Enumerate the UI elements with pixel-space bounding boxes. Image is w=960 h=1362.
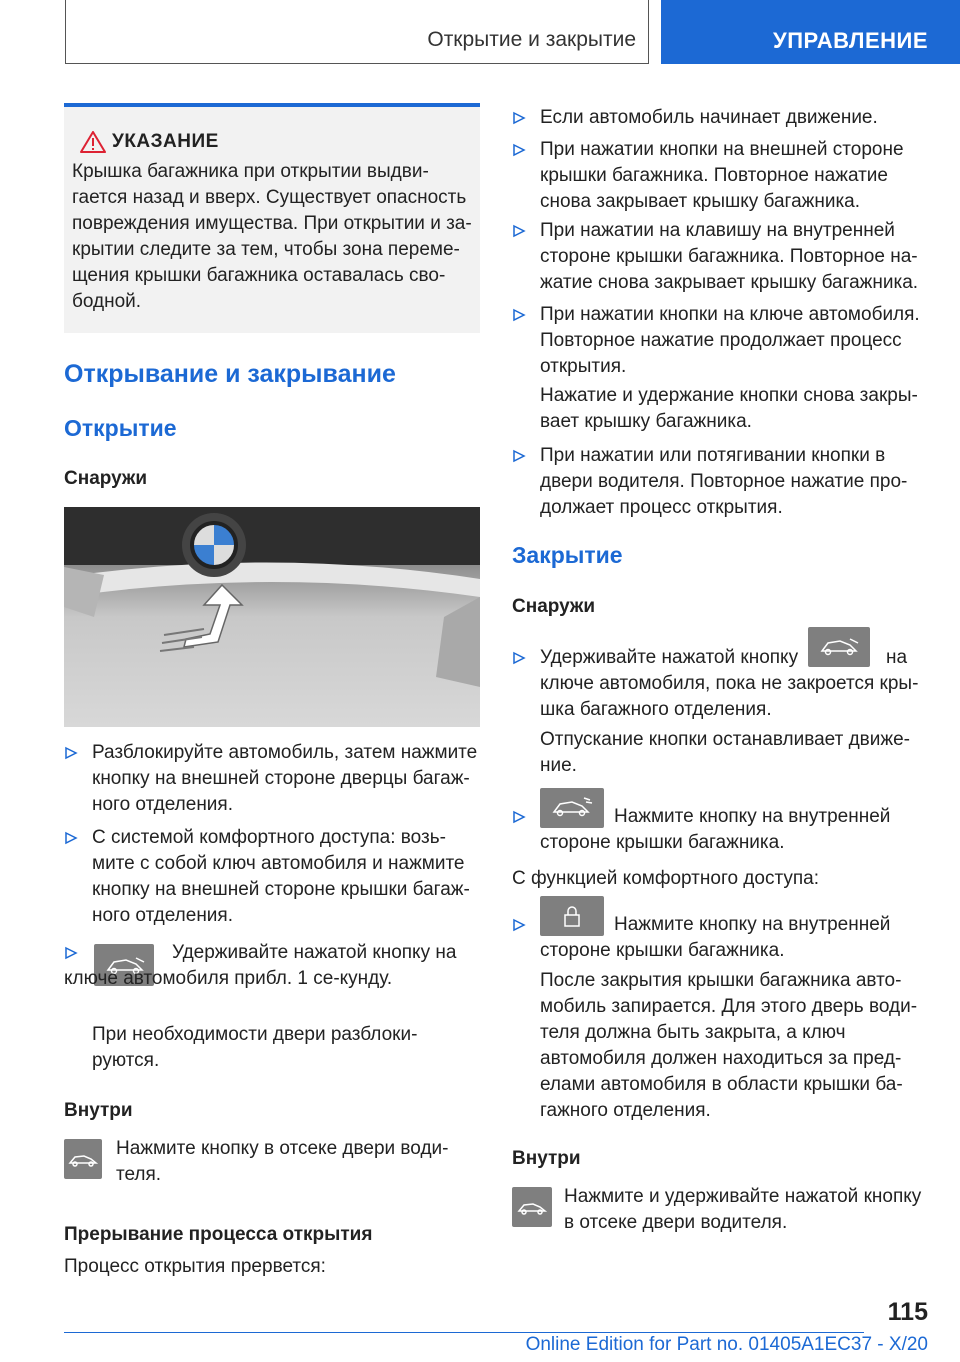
key-hold-note: Нажатие и удержание кнопки снова закры-вает крышку багажника. bbox=[540, 385, 918, 432]
triangle-bullet-icon bbox=[64, 825, 78, 851]
list-item-text: С системой комфортного доступа: возь-мите с собой ключ автомобиля и нажмите кнопку на внешней стороне крышки багаж-ного отделения. bbox=[92, 827, 470, 926]
list-item bbox=[64, 825, 480, 929]
trunk-button-photo bbox=[64, 507, 480, 727]
chapter-title: Открытие и закрытие bbox=[427, 28, 636, 51]
list-item bbox=[512, 137, 928, 215]
warning-box bbox=[64, 103, 480, 333]
section-title: УПРАВЛЕНИЕ bbox=[773, 28, 928, 53]
warning-text: Крышка багажника при открытии выдви-гается назад и вверх. Существует опасность повреждения имущества. При открытии и за-крытии следите за тем, чтобы зона переме-щения крышки багажника оставалась сво-бодной. bbox=[72, 161, 472, 312]
inside-close-text: Нажмите и удерживайте нажатой кнопку в отсеке двери водителя. bbox=[564, 1186, 922, 1233]
list-item bbox=[512, 302, 928, 380]
close-key-text-b: на ключе автомобиля, пока не закроется кры-шка багажного отделения. bbox=[540, 647, 919, 720]
triangle-bullet-icon bbox=[512, 804, 526, 830]
triangle-bullet-icon bbox=[512, 137, 526, 163]
list-item-text: При нажатии на клавишу на внутренней стороне крышки багажника. Повторное на-жатие снова закрывает крышку багажника. bbox=[540, 220, 919, 293]
release-note: Отпускание кнопки останавливает движе-ние. bbox=[540, 729, 910, 776]
hold-note: При необходимости двери разблоки-руются. bbox=[92, 1024, 418, 1071]
warning-heading: УКАЗАНИЕ bbox=[112, 131, 219, 152]
inside-text: Нажмите кнопку в отсеке двери води-теля. bbox=[116, 1138, 449, 1185]
list-item-text: Нажмите кнопку на внутренней стороне крышки багажника. bbox=[540, 806, 891, 853]
edition-text: Online Edition for Part no. 01405A1EC37 - X/20 bbox=[525, 1334, 928, 1355]
header-section-box bbox=[661, 0, 960, 64]
list-item-text: При нажатии кнопки на внешней стороне крышки багажника. Повторное нажатие снова закрывает крышку багажника. bbox=[540, 139, 904, 212]
warning-triangle-icon bbox=[80, 131, 106, 153]
list-item-text: Удерживайте нажатой кнопку на ключе автомобиля прибл. 1 се-кунду. bbox=[64, 942, 457, 989]
lock-note: После закрытия крышки багажника авто-мобиль запирается. Для этого дверь води-теля должна быть закрыта, а ключ автомобиля должен находиться за пред-елами автомобиля в области крышки ба-гажного отделения. bbox=[540, 970, 918, 1121]
list-item bbox=[64, 740, 480, 818]
heading-interrupt: Прерывание процесса открытия bbox=[64, 1224, 373, 1245]
subsection-closing: Закрытие bbox=[512, 542, 623, 568]
list-item-text: Если автомобиль начинает движение. bbox=[540, 107, 878, 128]
car-trunk-icon bbox=[512, 1187, 552, 1227]
triangle-bullet-icon bbox=[512, 912, 526, 938]
driver-door-trunk-button bbox=[64, 1139, 102, 1179]
heading-inside-close: Внутри bbox=[512, 1148, 581, 1169]
list-item-text: При нажатии кнопки на ключе автомобиля. Повторное нажатие продолжает процесс открытия. bbox=[540, 304, 920, 377]
list-item-text: При нажатии или потягивании кнопки в двери водителя. Повторное нажатие про-должает процесс открытия. bbox=[540, 445, 908, 518]
footer-divider bbox=[64, 1332, 864, 1333]
interrupt-text: Процесс открытия прервется: bbox=[64, 1256, 326, 1277]
triangle-bullet-icon bbox=[64, 740, 78, 766]
section-title-open-close: Открывание и закрывание bbox=[64, 360, 396, 388]
list-item bbox=[512, 218, 928, 296]
heading-outside: Снаружи bbox=[64, 468, 148, 489]
triangle-bullet-icon bbox=[512, 218, 526, 244]
triangle-bullet-icon bbox=[512, 105, 526, 131]
heading-inside: Внутри bbox=[64, 1100, 133, 1121]
comfort-access-label: С функцией комфортного доступа: bbox=[512, 868, 820, 889]
car-trunk-icon bbox=[64, 1139, 102, 1179]
close-key-text-a: Удерживайте нажатой кнопку bbox=[540, 647, 799, 668]
list-item-text: Нажмите кнопку на внутренней стороне крышки багажника. bbox=[540, 914, 891, 961]
subsection-opening: Открытие bbox=[64, 415, 177, 441]
triangle-bullet-icon bbox=[512, 645, 526, 671]
list-item bbox=[512, 105, 928, 131]
driver-door-close-button bbox=[512, 1187, 552, 1227]
header-chapter-box bbox=[65, 0, 649, 64]
page-number: 115 bbox=[887, 1298, 928, 1326]
triangle-bullet-icon bbox=[512, 302, 526, 328]
heading-outside-close: Снаружи bbox=[512, 596, 596, 617]
list-item bbox=[512, 443, 928, 521]
triangle-bullet-icon bbox=[512, 443, 526, 469]
list-item-text: Разблокируйте автомобиль, затем нажмите кнопку на внешней стороне дверцы багаж-ного отделения. bbox=[92, 742, 478, 815]
